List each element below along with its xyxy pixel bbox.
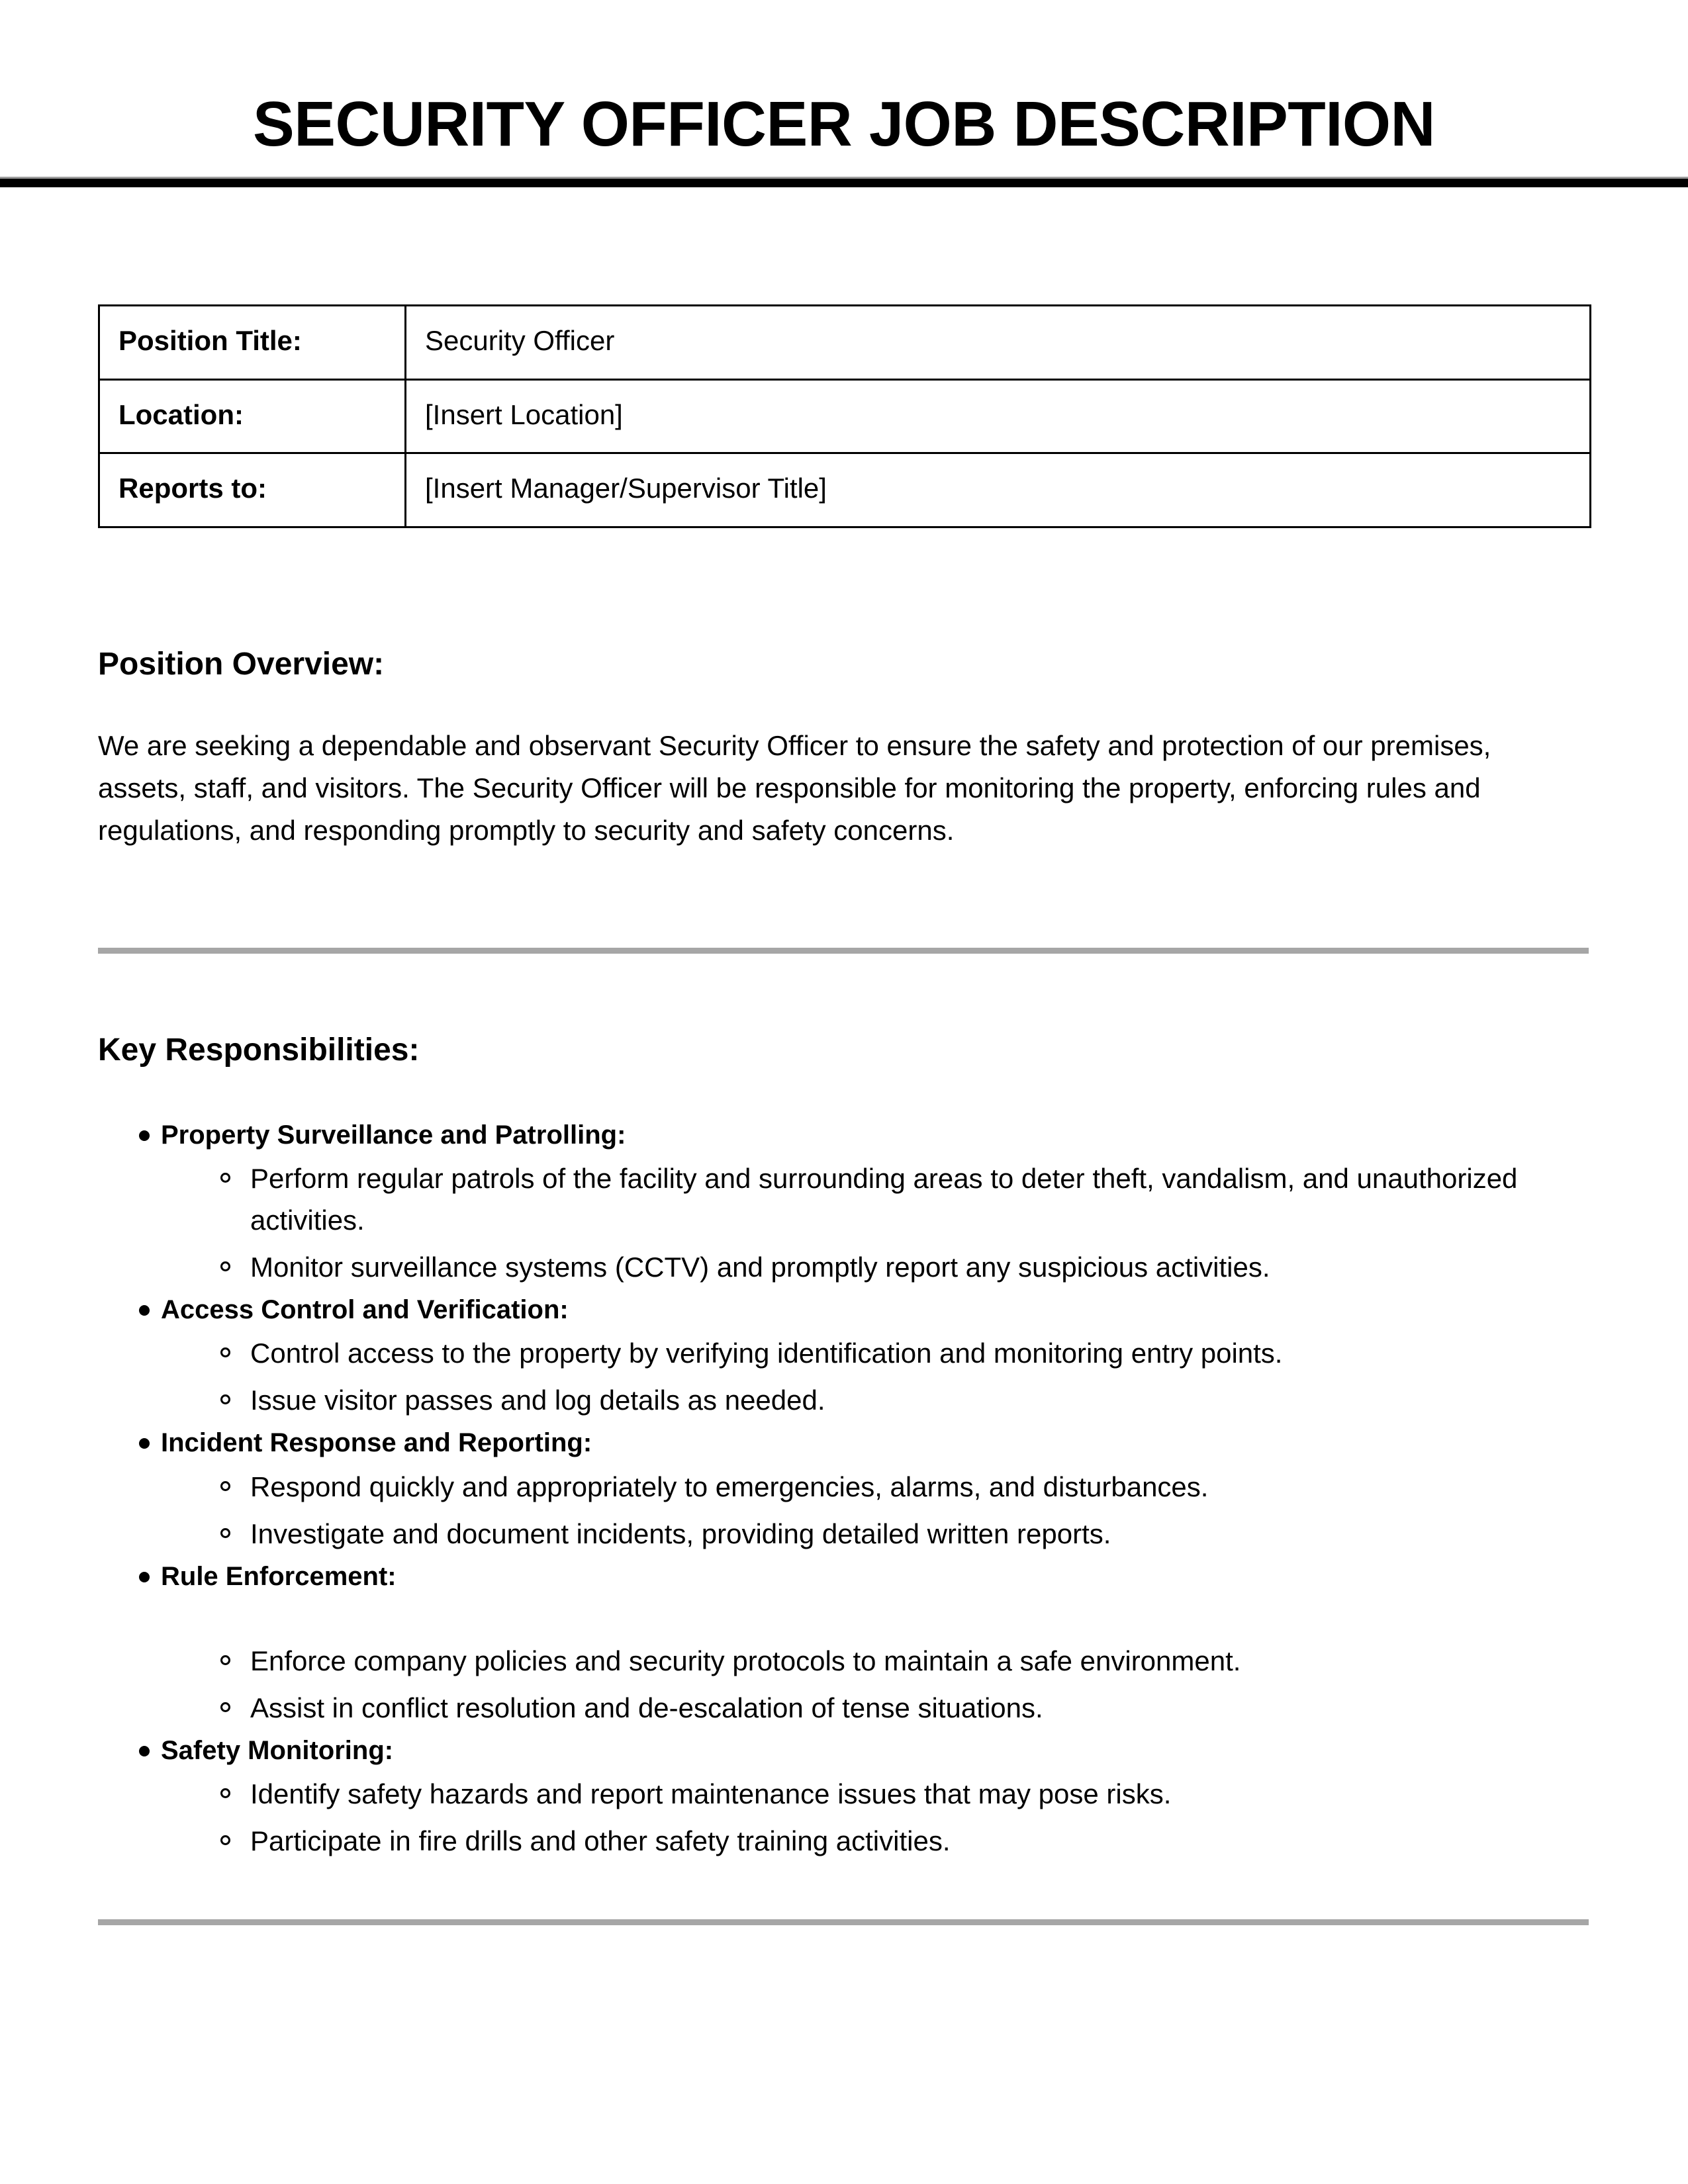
table-row (99, 453, 1591, 527)
page-title: SECURITY OFFICER JOB DESCRIPTION (253, 89, 1435, 159)
position-info-table-body (99, 306, 1591, 527)
bullet-circle-icon (220, 1173, 230, 1183)
responsibility-group-label: Safety Monitoring: (161, 1735, 394, 1765)
responsibility-group-label: Rule Enforcement: (161, 1561, 397, 1591)
table-row (99, 306, 1591, 380)
responsibility-group-label: Incident Response and Reporting: (161, 1428, 592, 1458)
responsibility-detail: Identify safety hazards and report maintenance issues that may pose risks. (250, 1778, 1172, 1809)
list-item (98, 1640, 1591, 1682)
section-divider-top (98, 948, 1589, 954)
list-item (98, 1513, 1591, 1555)
list-item (98, 1734, 1591, 1862)
list-item (98, 1820, 1591, 1862)
responsibility-detail: Control access to the property by verifying identification and monitoring entry points. (250, 1338, 1283, 1369)
position-overview-heading: Position Overview: (98, 647, 385, 682)
bullet-circle-icon (220, 1394, 230, 1404)
table-row (99, 379, 1591, 453)
position-overview-text: We are seeking a dependable and observant Security Officer to ensure the safety and protection of our premises, assets, staff, and visitors. The Security Officer will be responsible for monitoring the property, enforcing rules and regulations, and responding promptly to security and safety concerns. (98, 730, 1491, 846)
bullet-disc-icon (139, 1572, 150, 1582)
list-item (98, 1158, 1591, 1241)
section-divider-bottom (98, 1919, 1589, 1925)
list-item (98, 1560, 1591, 1729)
info-value-reports-to: [Insert Manager/Supervisor Title] (406, 453, 1591, 527)
bullet-disc-icon (139, 1130, 150, 1141)
list-item (98, 1773, 1591, 1815)
responsibility-group-title (98, 1118, 1591, 1152)
responsibility-group-title (98, 1734, 1591, 1768)
bullet-circle-icon (220, 1835, 230, 1845)
list-item (98, 1426, 1591, 1554)
responsibility-sub-list (98, 1158, 1591, 1288)
bullet-circle-icon (220, 1702, 230, 1712)
responsibility-detail: Assist in conflict resolution and de-escalation of tense situations. (250, 1692, 1043, 1723)
responsibility-sub-list (98, 1640, 1591, 1729)
header-divider-rule (0, 177, 1688, 187)
list-item (98, 1687, 1591, 1729)
responsibility-detail: Perform regular patrols of the facility and surrounding areas to deter theft, vandalism, and unauthorized activities. (250, 1163, 1518, 1236)
responsibility-sub-list (98, 1466, 1591, 1555)
responsibility-group-title (98, 1426, 1591, 1460)
info-value-location: [Insert Location] (406, 379, 1591, 453)
position-info-table (98, 304, 1591, 528)
list-item (98, 1332, 1591, 1374)
responsibility-sub-list (98, 1773, 1591, 1862)
list-item (98, 1379, 1591, 1421)
bullet-disc-icon (139, 1305, 150, 1316)
responsibility-detail: Monitor surveillance systems (CCTV) and promptly report any suspicious activities. (250, 1251, 1270, 1283)
responsibility-group-label: Property Surveillance and Patrolling: (161, 1120, 626, 1150)
document-header (0, 0, 1688, 158)
responsibility-sub-list (98, 1332, 1591, 1421)
responsibility-detail: Issue visitor passes and log details as needed. (250, 1385, 825, 1416)
responsibility-group-title (98, 1560, 1591, 1594)
info-value-position-title: Security Officer (406, 306, 1591, 380)
bullet-circle-icon (220, 1481, 230, 1491)
info-label-reports-to: Reports to: (99, 453, 406, 527)
responsibility-group-title (98, 1293, 1591, 1327)
info-label-location: Location: (99, 379, 406, 453)
list-item (98, 1293, 1591, 1421)
bullet-circle-icon (220, 1528, 230, 1538)
responsibility-detail: Investigate and document incidents, providing detailed written reports. (250, 1518, 1111, 1549)
responsibility-detail: Enforce company policies and security protocols to maintain a safe environment. (250, 1645, 1241, 1676)
key-responsibilities-heading: Key Responsibilities: (98, 1032, 420, 1068)
bullet-circle-icon (220, 1261, 230, 1271)
list-item (98, 1466, 1591, 1508)
bullet-circle-icon (220, 1347, 230, 1357)
responsibility-detail: Respond quickly and appropriately to emergencies, alarms, and disturbances. (250, 1471, 1209, 1502)
list-item (98, 1246, 1591, 1288)
bullet-disc-icon (139, 1746, 150, 1756)
key-responsibilities-list (98, 1118, 1591, 1867)
responsibility-group-label: Access Control and Verification: (161, 1295, 569, 1325)
bullet-circle-icon (220, 1655, 230, 1665)
bullet-disc-icon (139, 1438, 150, 1449)
list-item (98, 1118, 1591, 1288)
spacer (98, 1599, 1591, 1640)
responsibility-detail: Participate in fire drills and other safety training activities. (250, 1825, 951, 1856)
bullet-circle-icon (220, 1788, 230, 1798)
info-label-position-title: Position Title: (99, 306, 406, 380)
